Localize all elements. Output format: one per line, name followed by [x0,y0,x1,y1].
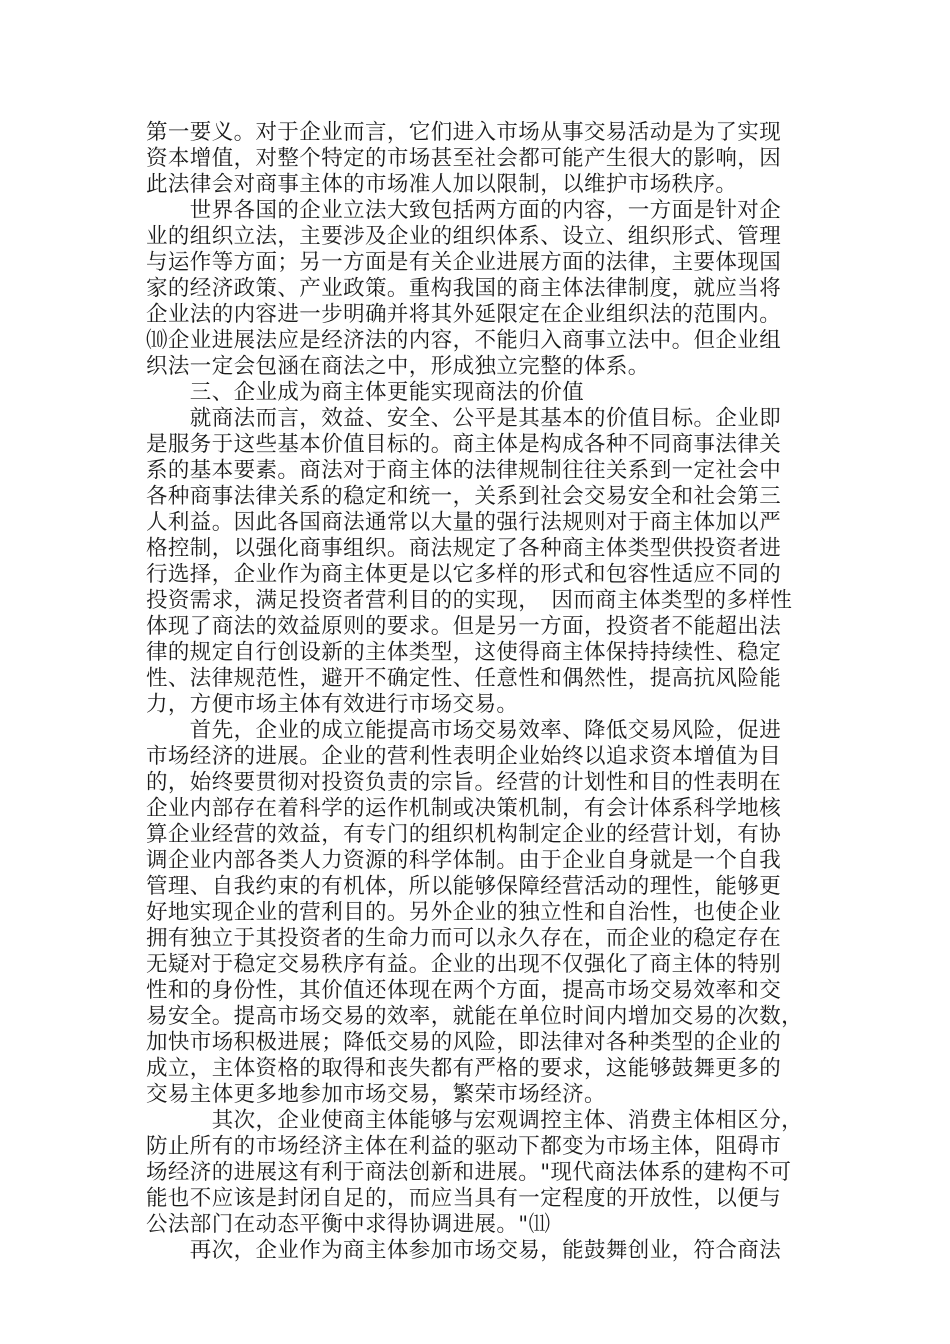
text-line: 性、法律规范性，避开不确定性、任意性和偶然性，提高抗风险能 [146,666,782,691]
text-line: 格控制，以强化商事组织。商法规定了各种商主体类型供投资者进 [146,536,782,561]
text-line: 成立，主体资格的取得和丧失都有严格的要求，这能够鼓舞更多的 [146,1056,782,1081]
text-line: 算企业经营的效益，有专门的组织机构制定企业的经营计划，有协 [146,822,782,847]
text-line: 市场经济的进展。企业的营利性表明企业始终以追求资本增值为目 [146,744,782,769]
text-line: 易安全。提高市场交易的效率，就能在单位时间内增加交易的次数， [146,1004,804,1029]
text-line: 是服务于这些基本价值目标的。商主体是构成各种不同商事法律关 [146,432,782,457]
text-line: 行选择，企业作为商主体更是以它多样的形式和包容性适应不同的 [146,562,782,587]
text-line: 力，方便市场主体有效进行市场交易。 [146,692,519,717]
text-line: 场经济的进展这有利于商法创新和进展。"现代商法体系的建构不可 [146,1160,792,1185]
text-line: 此法律会对商事主体的市场准人加以限制，以维护市场秩序。 [146,172,738,197]
text-line: 家的经济政策、产业政策。重构我国的商主体法律制度，就应当将 [146,276,782,301]
text-line: 其次，企业使商主体能够与宏观调控主体、消费主体相区分， [146,1108,804,1133]
text-line: 企业内部存在着科学的运作机制或决策机制，有会计体系科学地核 [146,796,782,821]
text-line: 的，始终要贯彻对投资负责的宗旨。经营的计划性和目的性表明在 [146,770,782,795]
text-line: 系的基本要素。商法对于商主体的法律规制往往关系到一定社会中 [146,458,782,483]
text-line: 加快市场积极进展；降低交易的风险，即法律对各种类型的企业的 [146,1030,782,1055]
text-line: 防止所有的市场经济主体在利益的驱动下都变为市场主体，阻碍市 [146,1134,782,1159]
text-line: 律的规定自行创设新的主体类型，这使得商主体保持持续性、稳定 [146,640,782,665]
text-line: 就商法而言，效益、安全、公平是其基本的价值目标。企业即 [146,406,782,431]
text-line: 业的组织立法，主要涉及企业的组织体系、设立、组织形式、管理 [146,224,782,249]
text-line: 交易主体更多地参加市场交易，繁荣市场经济。 [146,1082,606,1107]
text-line: 三、企业成为商主体更能实现商法的价值 [146,380,585,405]
text-line: 与运作等方面；另一方面是有关企业进展方面的法律，主要体现国 [146,250,782,275]
text-line: 资本增值，对整个特定的市场甚至社会都可能产生很大的影响，因 [146,146,782,171]
text-line: 性和的身份性，其价值还体现在两个方面，提高市场交易效率和交 [146,978,782,1003]
text-line: 好地实现企业的营利目的。另外企业的独立性和自治性，也使企业 [146,900,782,925]
text-line: 调企业内部各类人力资源的科学体制。由于企业自身就是一个自我 [146,848,782,873]
text-line: 体现了商法的效益原则的要求。但是另一方面，投资者不能超出法 [146,614,782,639]
text-line: 各种商事法律关系的稳定和统一，关系到社会交易安全和社会第三 [146,484,782,509]
text-line: 拥有独立于其投资者的生命力而可以永久存在，而企业的稳定存在 [146,926,782,951]
text-line: 世界各国的企业立法大致包括两方面的内容，一方面是针对企 [146,198,782,223]
text-line: 公法部门在动态平衡中求得协调进展。"⑾ [146,1212,551,1237]
text-line: 织法一定会包涵在商法之中，形成独立完整的体系。 [146,354,650,379]
text-line: 第一要义。对于企业而言，它们进入市场从事交易活动是为了实现 [146,120,782,145]
text-line: ⑽企业进展法应是经济法的内容，不能归入商事立法中。但企业组 [146,328,782,353]
text-line: 无疑对于稳定交易秩序有益。企业的出现不仅强化了商主体的特别 [146,952,782,977]
text-line: 能也不应该是封闭自足的，而应当具有一定程度的开放性，以便与 [146,1186,782,1211]
text-line: 企业法的内容进一步明确并将其外延限定在企业组织法的范围内。 [146,302,782,327]
text-line: 管理、自我约束的有机体，所以能够保障经营活动的理性，能够更 [146,874,782,899]
text-line: 首先，企业的成立能提高市场交易效率、降低交易风险，促进 [146,718,782,743]
text-line: 投资需求，满足投资者营利目的的实现， 因而商主体类型的多样性 [146,588,793,613]
text-line: 再次，企业作为商主体参加市场交易，能鼓舞创业，符合商法 [146,1238,782,1263]
text-line: 人利益。因此各国商法通常以大量的强行法规则对于商主体加以严 [146,510,782,535]
